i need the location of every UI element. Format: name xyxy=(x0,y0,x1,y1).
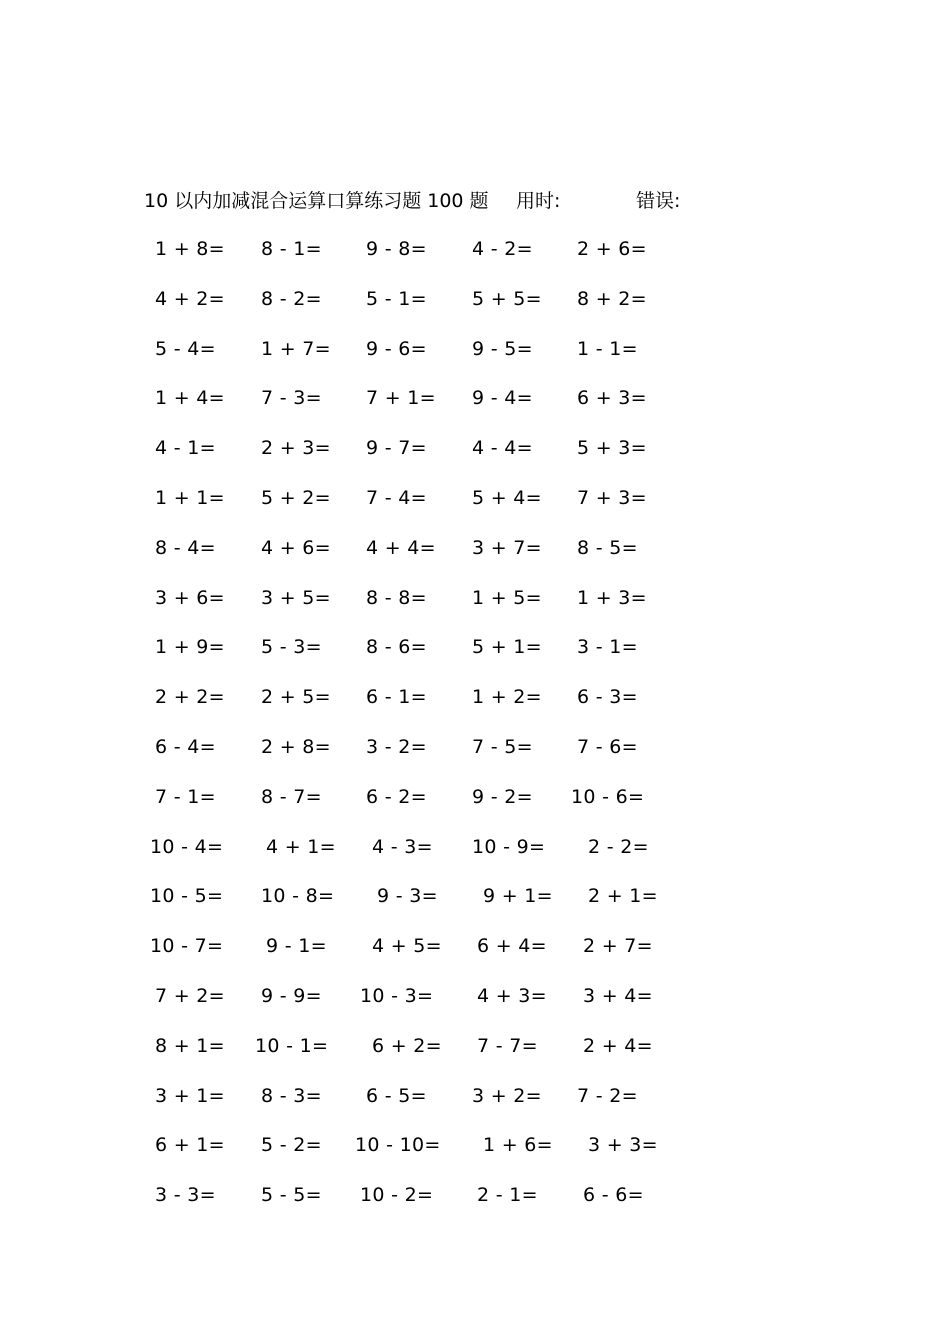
problem-r14-c5: 2 + 1= xyxy=(588,885,658,907)
problem-r4-c3: 7 + 1= xyxy=(366,387,436,409)
problem-r3-c3: 9 - 6= xyxy=(366,338,427,360)
problem-r3-c2: 1 + 7= xyxy=(261,338,331,360)
problem-r16-c2: 9 - 9= xyxy=(261,985,322,1007)
problem-r18-c2: 8 - 3= xyxy=(261,1085,322,1107)
problem-r15-c5: 2 + 7= xyxy=(583,935,653,957)
problem-r7-c5: 8 - 5= xyxy=(577,537,638,559)
problem-r18-c5: 7 - 2= xyxy=(577,1085,638,1107)
problem-r2-c3: 5 - 1= xyxy=(366,288,427,310)
problem-r3-c4: 9 - 5= xyxy=(472,338,533,360)
problem-r11-c3: 3 - 2= xyxy=(366,736,427,758)
problem-r9-c1: 1 + 9= xyxy=(155,636,225,658)
problem-r15-c2: 9 - 1= xyxy=(266,935,327,957)
problem-r7-c4: 3 + 7= xyxy=(472,537,542,559)
problem-r18-c4: 3 + 2= xyxy=(472,1085,542,1107)
problem-r19-c2: 5 - 2= xyxy=(261,1134,322,1156)
problem-r13-c4: 10 - 9= xyxy=(472,836,546,858)
problem-r12-c2: 8 - 7= xyxy=(261,786,322,808)
problem-r1-c3: 9 - 8= xyxy=(366,238,427,260)
problem-r1-c5: 2 + 6= xyxy=(577,238,647,260)
problem-r18-c1: 3 + 1= xyxy=(155,1085,225,1107)
problem-r13-c5: 2 - 2= xyxy=(588,836,649,858)
problem-r20-c3: 10 - 2= xyxy=(360,1184,434,1206)
problem-r6-c4: 5 + 4= xyxy=(472,487,542,509)
problem-r14-c3: 9 - 3= xyxy=(377,885,438,907)
problem-r7-c1: 8 - 4= xyxy=(155,537,216,559)
problem-r15-c1: 10 - 7= xyxy=(150,935,224,957)
problem-r11-c1: 6 - 4= xyxy=(155,736,216,758)
problem-r17-c1: 8 + 1= xyxy=(155,1035,225,1057)
problem-r4-c2: 7 - 3= xyxy=(261,387,322,409)
problem-r8-c2: 3 + 5= xyxy=(261,587,331,609)
problem-r5-c2: 2 + 3= xyxy=(261,437,331,459)
problem-r12-c1: 7 - 1= xyxy=(155,786,216,808)
problem-r10-c2: 2 + 5= xyxy=(261,686,331,708)
problem-r17-c3: 6 + 2= xyxy=(372,1035,442,1057)
problem-r2-c1: 4 + 2= xyxy=(155,288,225,310)
problem-r4-c5: 6 + 3= xyxy=(577,387,647,409)
problem-r9-c4: 5 + 1= xyxy=(472,636,542,658)
problem-r18-c3: 6 - 5= xyxy=(366,1085,427,1107)
problem-r6-c5: 7 + 3= xyxy=(577,487,647,509)
problem-r20-c1: 3 - 3= xyxy=(155,1184,216,1206)
problem-r3-c5: 1 - 1= xyxy=(577,338,638,360)
problem-r3-c1: 5 - 4= xyxy=(155,338,216,360)
problem-r13-c3: 4 - 3= xyxy=(372,836,433,858)
problem-r11-c5: 7 - 6= xyxy=(577,736,638,758)
problem-r11-c2: 2 + 8= xyxy=(261,736,331,758)
problem-r7-c3: 4 + 4= xyxy=(366,537,436,559)
problem-r1-c1: 1 + 8= xyxy=(155,238,225,260)
problem-r6-c3: 7 - 4= xyxy=(366,487,427,509)
problem-r14-c1: 10 - 5= xyxy=(150,885,224,907)
problem-r5-c5: 5 + 3= xyxy=(577,437,647,459)
problem-r4-c1: 1 + 4= xyxy=(155,387,225,409)
problem-r15-c4: 6 + 4= xyxy=(477,935,547,957)
problem-r12-c5: 10 - 6= xyxy=(571,786,645,808)
problem-r6-c1: 1 + 1= xyxy=(155,487,225,509)
time-label: 用时: xyxy=(516,190,561,212)
problem-r19-c1: 6 + 1= xyxy=(155,1134,225,1156)
problem-r17-c4: 7 - 7= xyxy=(477,1035,538,1057)
problem-r10-c3: 6 - 1= xyxy=(366,686,427,708)
problem-r6-c2: 5 + 2= xyxy=(261,487,331,509)
problem-r16-c4: 4 + 3= xyxy=(477,985,547,1007)
problem-r16-c3: 10 - 3= xyxy=(360,985,434,1007)
problem-r20-c2: 5 - 5= xyxy=(261,1184,322,1206)
problem-r4-c4: 9 - 4= xyxy=(472,387,533,409)
problem-r5-c3: 9 - 7= xyxy=(366,437,427,459)
problem-r19-c3: 10 - 10= xyxy=(355,1134,441,1156)
problem-r13-c1: 10 - 4= xyxy=(150,836,224,858)
problem-r19-c5: 3 + 3= xyxy=(588,1134,658,1156)
problem-r1-c2: 8 - 1= xyxy=(261,238,322,260)
problem-r20-c5: 6 - 6= xyxy=(583,1184,644,1206)
problem-r7-c2: 4 + 6= xyxy=(261,537,331,559)
problem-r20-c4: 2 - 1= xyxy=(477,1184,538,1206)
problem-r9-c2: 5 - 3= xyxy=(261,636,322,658)
problem-r16-c1: 7 + 2= xyxy=(155,985,225,1007)
problem-r12-c3: 6 - 2= xyxy=(366,786,427,808)
problem-r16-c5: 3 + 4= xyxy=(583,985,653,1007)
problem-r12-c4: 9 - 2= xyxy=(472,786,533,808)
problem-r8-c1: 3 + 6= xyxy=(155,587,225,609)
problem-r15-c3: 4 + 5= xyxy=(372,935,442,957)
problem-r8-c3: 8 - 8= xyxy=(366,587,427,609)
problem-r14-c2: 10 - 8= xyxy=(261,885,335,907)
problem-r17-c5: 2 + 4= xyxy=(583,1035,653,1057)
problem-r13-c2: 4 + 1= xyxy=(266,836,336,858)
worksheet-title: 10 以内加减混合运算口算练习题 100 题 xyxy=(144,190,489,212)
problem-r8-c5: 1 + 3= xyxy=(577,587,647,609)
problem-r8-c4: 1 + 5= xyxy=(472,587,542,609)
problem-r14-c4: 9 + 1= xyxy=(483,885,553,907)
problem-r10-c4: 1 + 2= xyxy=(472,686,542,708)
problem-r1-c4: 4 - 2= xyxy=(472,238,533,260)
problem-r19-c4: 1 + 6= xyxy=(483,1134,553,1156)
problem-r11-c4: 7 - 5= xyxy=(472,736,533,758)
problem-r17-c2: 10 - 1= xyxy=(255,1035,329,1057)
problem-r2-c5: 8 + 2= xyxy=(577,288,647,310)
problem-r2-c4: 5 + 5= xyxy=(472,288,542,310)
problem-r9-c3: 8 - 6= xyxy=(366,636,427,658)
problem-r10-c5: 6 - 3= xyxy=(577,686,638,708)
problem-r5-c4: 4 - 4= xyxy=(472,437,533,459)
errors-label: 错误: xyxy=(636,190,681,212)
problem-r5-c1: 4 - 1= xyxy=(155,437,216,459)
problem-r10-c1: 2 + 2= xyxy=(155,686,225,708)
problem-r2-c2: 8 - 2= xyxy=(261,288,322,310)
problem-r9-c5: 3 - 1= xyxy=(577,636,638,658)
